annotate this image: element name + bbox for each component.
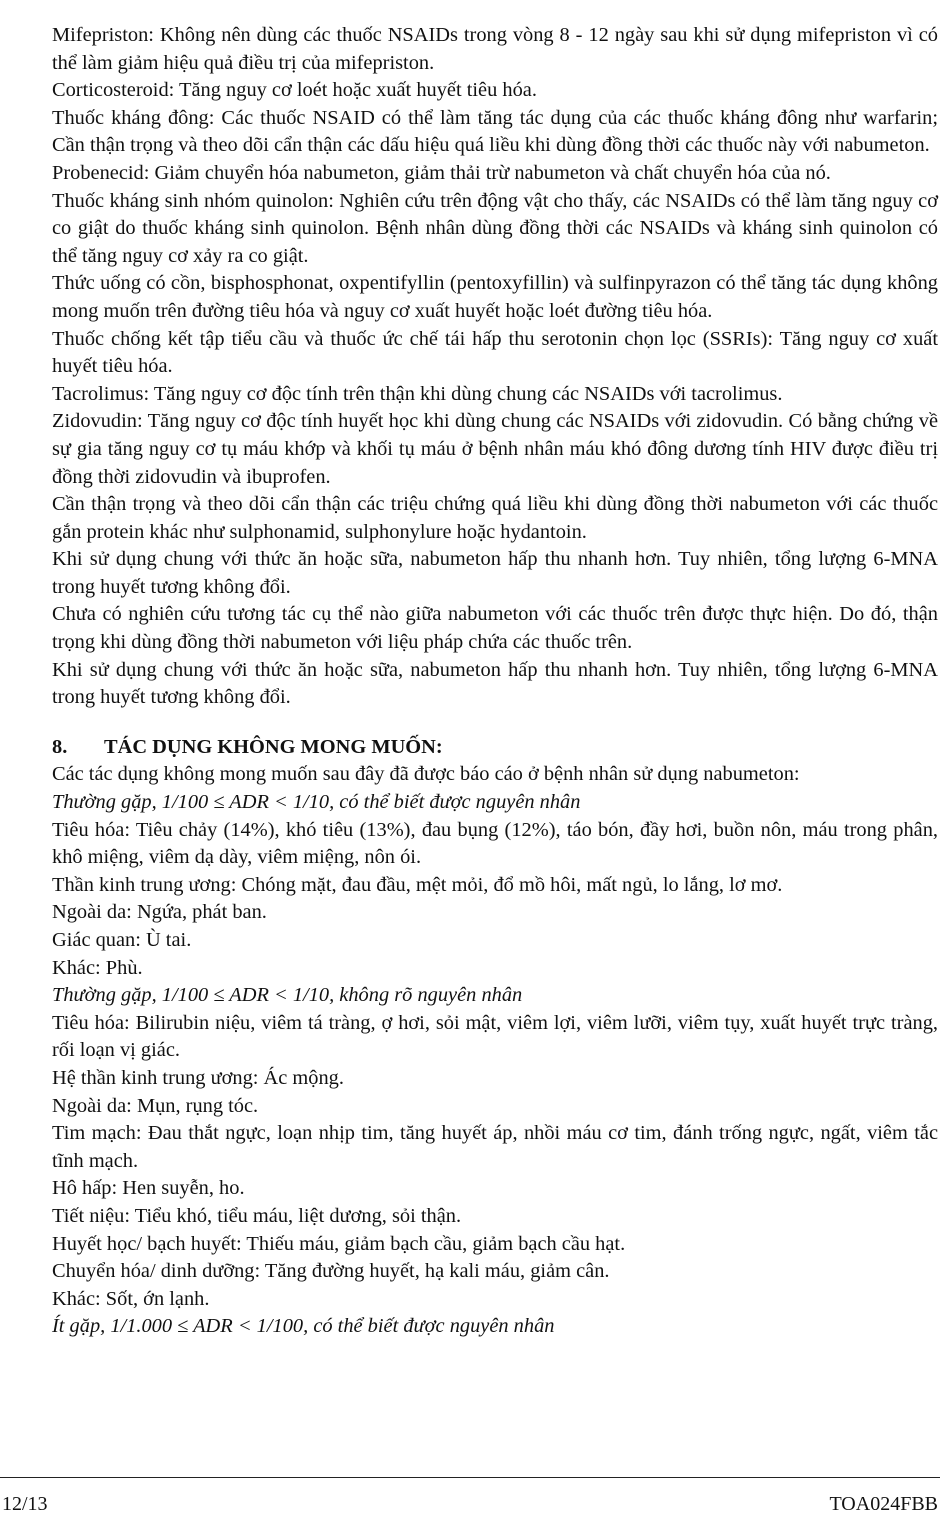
paragraph-alcohol: Thức uống có cồn, bisphosphonat, oxpentifyllin (pentoxyfillin) và sulfinpyrazon có thể tăng tác dụng không mong muốn trên đường tiêu hóa và nguy cơ xuất huyết hoặc loét đường tiêu hóa. bbox=[52, 272, 938, 322]
paragraph-no-study: Chưa có nghiên cứu tương tác cụ thể nào giữa nabumeton với các thuốc trên được thực hiện. Do đó, thận trọng khi dùng đồng thời nabumeton với liệu pháp chứa các thuốc trên. bbox=[52, 603, 938, 654]
paragraph-protein-binding: Cần thận trọng và theo dõi cẩn thận các triệu chứng quá liều khi dùng đồng thời nabumeton với các thuốc gắn protein khác như sulphonamid, sulphonylure hoặc hydantoin. bbox=[52, 493, 938, 543]
adr-item: Khác: Phù. bbox=[52, 956, 143, 979]
adr-item: Khác: Sốt, ớn lạnh. bbox=[52, 1287, 210, 1310]
paragraph-quinolon: Thuốc kháng sinh nhóm quinolon: Nghiên cứu trên động vật cho thấy, các NSAIDs có thể làm tăng nguy cơ co giật do thuốc kháng sinh quinolon. Bệnh nhân dùng đồng thời các NSAIDs và kháng sinh quinolon có thể tăng nguy cơ xảy ra co giật. bbox=[52, 189, 938, 267]
adr-item: Hô hấp: Hen suyễn, ho. bbox=[52, 1177, 245, 1200]
document-body bbox=[52, 22, 938, 1341]
adr-item: Giác quan: Ù tai. bbox=[52, 929, 192, 951]
paragraph-tacrolimus: Tacrolimus: Tăng nguy cơ độc tính trên thận khi dùng chung các NSAIDs với tacrolimus. bbox=[52, 382, 783, 405]
adr-item: Tim mạch: Đau thắt ngực, loạn nhịp tim, tăng huyết áp, nhồi máu cơ tim, đánh trống ngực, ngất, viêm tắc tĩnh mạch. bbox=[52, 1122, 938, 1172]
adr-item: Ngoài da: Mụn, rụng tóc. bbox=[52, 1094, 259, 1117]
adr-item: Hệ thần kinh trung ương: Ác mộng. bbox=[52, 1066, 344, 1089]
section-number: 8. bbox=[52, 735, 68, 758]
paragraph-zidovudin: Zidovudin: Tăng nguy cơ độc tính huyết học khi dùng chung các NSAIDs với zidovudin. Có bằng chứng về sự gia tăng nguy cơ tụ máu khớp và khối tụ máu ở bệnh nhân máu khó đông dương tính HIV được điều trị đồng thời zidovudin và ibuprofen. bbox=[52, 410, 938, 488]
page-number: 12/13 bbox=[2, 1493, 48, 1515]
paragraph-anticoagulant: Thuốc kháng đông: Các thuốc NSAID có thể làm tăng tác dụng của các thuốc kháng đông như warfarin; Cần thận trọng và theo dõi cẩn thận các dấu hiệu quá liều khi dùng đồng thời các thuốc này với nabumeton. bbox=[52, 106, 938, 157]
adr-item: Tiêu hóa: Bilirubin niệu, viêm tá tràng, ợ hơi, sỏi mật, viêm lợi, viêm lưỡi, viêm tụy, xuất huyết trực tràng, rối loạn vị giác. bbox=[52, 1011, 938, 1062]
frequency-heading-common-unknown: Thường gặp, 1/100 ≤ ADR < 1/10, không rõ nguyên nhân bbox=[52, 984, 523, 1007]
adr-item: Ngoài da: Ngứa, phát ban. bbox=[52, 901, 267, 924]
paragraph-probenecid: Probenecid: Giảm chuyển hóa nabumeton, giảm thải trừ nabumeton và chất chuyển hóa của nó. bbox=[52, 161, 831, 184]
paragraph-corticosteroid: Corticosteroid: Tăng nguy cơ loét hoặc xuất huyết tiêu hóa. bbox=[52, 79, 537, 102]
adr-item: Tiêu hóa: Tiêu chảy (14%), khó tiêu (13%), đau bụng (12%), táo bón, đầy hơi, buồn nôn, máu trong phân, khô miệng, viêm dạ dày, viêm miệng, nôn ói. bbox=[52, 818, 938, 869]
section-intro: Các tác dụng không mong muốn sau đây đã được báo cáo ở bệnh nhân sử dụng nabumeton: bbox=[52, 763, 800, 786]
frequency-heading-common-known: Thường gặp, 1/100 ≤ ADR < 1/10, có thể biết được nguyên nhân bbox=[52, 791, 581, 814]
adr-item: Chuyển hóa/ dinh dưỡng: Tăng đường huyết, hạ kali máu, giảm cân. bbox=[52, 1260, 610, 1283]
paragraph-food-repeat: Khi sử dụng chung với thức ăn hoặc sữa, nabumeton hấp thu nhanh hơn. Tuy nhiên, tổng lượng 6-MNA trong huyết tương không đổi. bbox=[52, 658, 938, 709]
footer-divider bbox=[0, 1477, 940, 1478]
paragraph-food: Khi sử dụng chung với thức ăn hoặc sữa, nabumeton hấp thu nhanh hơn. Tuy nhiên, tổng lượng 6-MNA trong huyết tương không đổi. bbox=[52, 548, 938, 598]
adr-item: Huyết học/ bạch huyết: Thiếu máu, giảm bạch cầu, giảm bạch cầu hạt. bbox=[52, 1232, 626, 1255]
section-title: TÁC DỤNG KHÔNG MONG MUỐN: bbox=[104, 735, 443, 758]
adr-item: Tiết niệu: Tiểu khó, tiểu máu, liệt dương, sỏi thận. bbox=[52, 1204, 462, 1227]
paragraph-mifepriston: Mifepriston: Không nên dùng các thuốc NSAIDs trong vòng 8 - 12 ngày sau khi sử dụng mifepriston vì có thể làm giảm hiệu quả điều trị của mifepriston. bbox=[52, 24, 938, 74]
paragraph-antiplatelet: Thuốc chống kết tập tiểu cầu và thuốc ức chế tái hấp thu serotonin chọn lọc (SSRIs): Tăng nguy cơ xuất huyết tiêu hóa. bbox=[52, 327, 938, 378]
section-heading bbox=[52, 734, 938, 762]
document-code: TOA024FBB bbox=[829, 1493, 938, 1515]
adr-item: Thần kinh trung ương: Chóng mặt, đau đầu, mệt mỏi, đổ mồ hôi, mất ngủ, lo lắng, lơ mơ. bbox=[52, 873, 783, 896]
frequency-heading-uncommon-known: Ít gặp, 1/1.000 ≤ ADR < 1/100, có thể biết được nguyên nhân bbox=[52, 1315, 555, 1338]
section-gap bbox=[52, 712, 938, 734]
